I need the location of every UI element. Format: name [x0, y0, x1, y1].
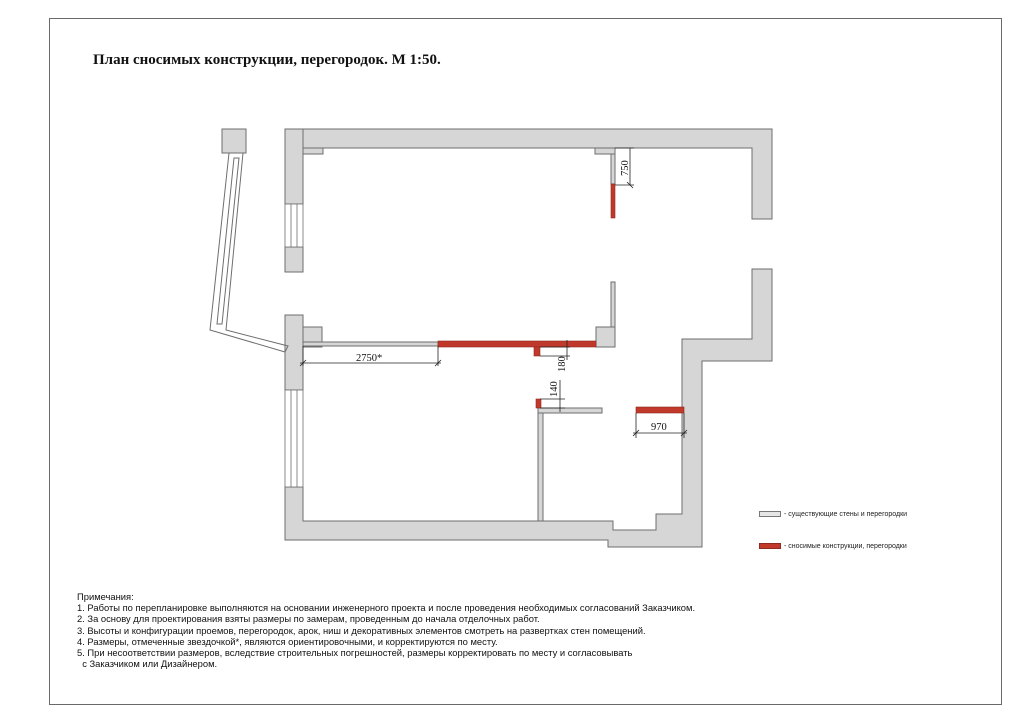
dim-140: 140: [549, 381, 560, 397]
top-wall: [285, 129, 772, 219]
legend-swatch-demolished: [759, 543, 781, 549]
inner-partition-top: [538, 408, 602, 413]
corridor-block-right: [596, 327, 615, 347]
notes-block: [77, 591, 777, 669]
top-right-thin: [611, 154, 615, 184]
demolished-right: [636, 407, 684, 413]
legend-label-demolished: - сносимые конструкции, перегородки: [784, 542, 907, 550]
note-5: 5. При несоответствии размеров, вследствие строительных погрешностей, размеры корректировать по месту и согласовывать: [77, 647, 633, 659]
inner-partition: [538, 408, 543, 521]
right-stub: [611, 282, 615, 327]
dimension-lines: [300, 148, 687, 438]
dim-970: 970: [651, 422, 667, 433]
left-wall-lower: [285, 315, 303, 390]
demolished-inner-stub: [536, 399, 541, 408]
dim-750: 750: [620, 160, 631, 176]
note-2: 2. За основу для проектирования взяты размеры по замерам, проведенным до начала отделочных работ.: [77, 613, 540, 625]
notes-heading: Примечания:: [77, 591, 134, 602]
bottom-wall: [285, 269, 772, 547]
demolished-elements: [438, 184, 684, 413]
note-5-cont: с Заказчиком или Дизайнером.: [77, 658, 218, 670]
plan-title: План сносимых конструкции, перегородок. М 1:50.: [93, 52, 441, 68]
existing-walls: [222, 129, 772, 547]
legend-swatch-existing: [759, 511, 781, 517]
dim-2750: 2750*: [356, 353, 383, 364]
legend-existing: [759, 509, 907, 519]
balcony-inner: [217, 158, 239, 324]
note-4: 4. Размеры, отмеченные звездочкой*, являются ориентировочными, и корректируются по месту.: [77, 635, 498, 647]
note-1: 1. Работы по перепланировке выполняются на основании инженерного проекта и после проведения необходимых согласований Заказчиком.: [77, 602, 696, 614]
window-lower: [285, 390, 303, 487]
legend-demolished: [759, 541, 907, 551]
balcony: [210, 153, 288, 352]
left-pier-upper: [285, 129, 303, 204]
legend-label-existing: - существующие стены и перегородки: [784, 510, 908, 518]
left-pier-upper-2: [285, 247, 303, 272]
window-upper: [285, 204, 303, 247]
demolished-corridor-stub: [534, 347, 540, 356]
top-stub-left: [303, 148, 323, 154]
top-stub-right: [595, 148, 615, 154]
demolished-corridor: [438, 341, 596, 347]
corridor-partition-existing: [303, 342, 438, 346]
corner-block: [222, 129, 246, 153]
note-3: 3. Высоты и конфигурации проемов, перегородок, арок, ниш и декоративных элементов смотреть на развертках стен помещений.: [77, 624, 646, 636]
demolished-top-right: [611, 184, 615, 218]
dimension-labels: [356, 160, 667, 433]
dim-180: 180: [557, 356, 568, 372]
